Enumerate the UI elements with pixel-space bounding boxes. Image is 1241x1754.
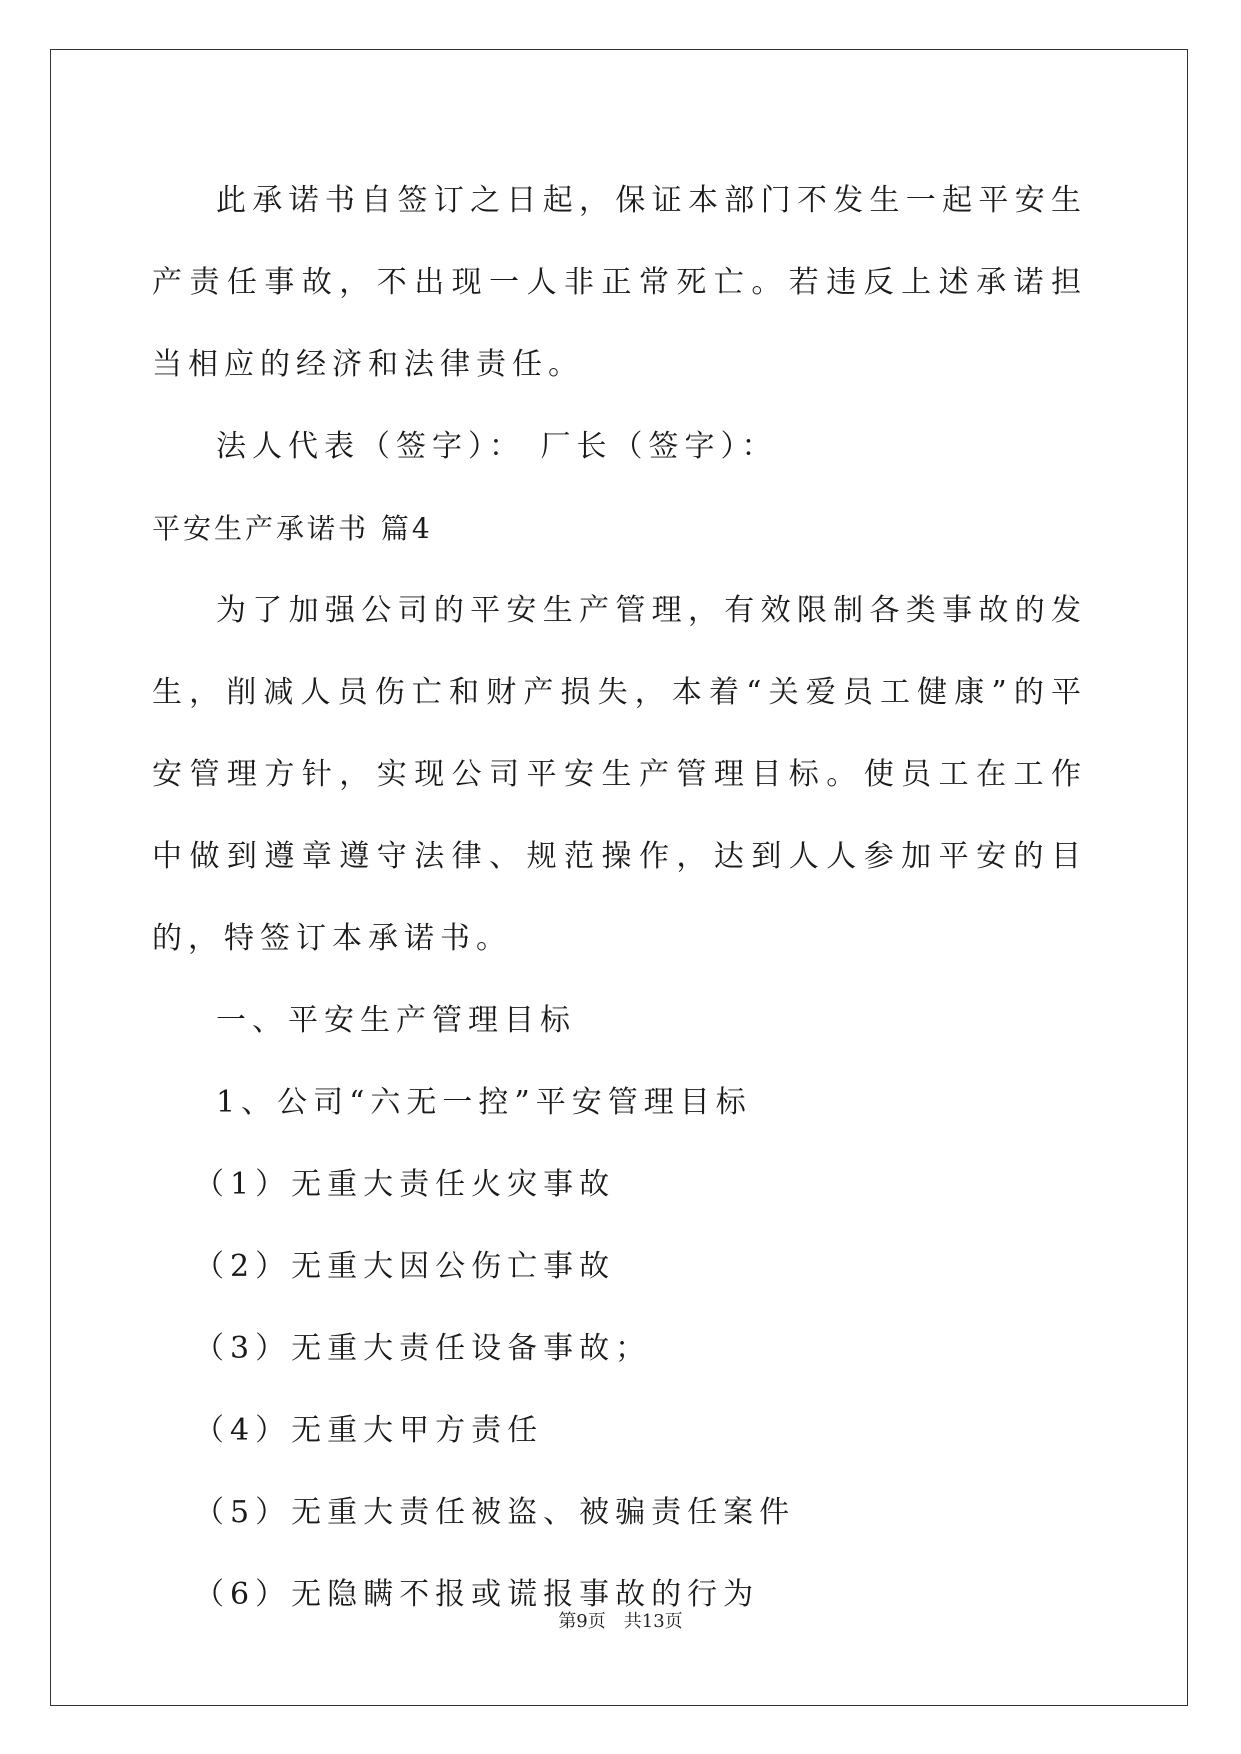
list-item: （6）无隐瞒不报或谎报事故的行为 (194, 1577, 760, 1612)
document-body (152, 160, 1087, 1636)
page-number-footer: 第9页 共13页 (558, 1611, 683, 1632)
section-heading: 平安生产承诺书 篇4 (152, 512, 433, 545)
intro-paragraph: 为了加强公司的平安生产管理，有效限制各类事故的发生，削减人员伤亡和财产损失，本着“关爱员工健康”的平安管理方针，实现公司平安生产管理目标。使员工在工作中做到遵章遵守法律、规范操作，达到人人参加平安的目的，特签订本承诺书。 (152, 593, 1087, 956)
list-item: （5）无重大责任被盗、被骗责任案件 (194, 1495, 796, 1530)
item-heading: 1、公司“六无一控”平安管理目标 (216, 1085, 752, 1120)
list-item: （4）无重大甲方责任 (194, 1413, 544, 1448)
list-item: （3）无重大责任设备事故； (194, 1331, 652, 1366)
commitment-paragraph: 此承诺书自签订之日起，保证本部门不发生一起平安生产责任事故，不出现一人非正常死亡。若违反上述承诺担当相应的经济和法律责任。 (152, 183, 1087, 382)
list-item: （2）无重大因公伤亡事故 (194, 1249, 616, 1284)
signature-line: 法人代表（签字）： 厂长（签字）： (216, 429, 778, 464)
list-item: （1）无重大责任火灾事故 (194, 1167, 616, 1202)
subheading: 一、平安生产管理目标 (216, 1003, 576, 1038)
